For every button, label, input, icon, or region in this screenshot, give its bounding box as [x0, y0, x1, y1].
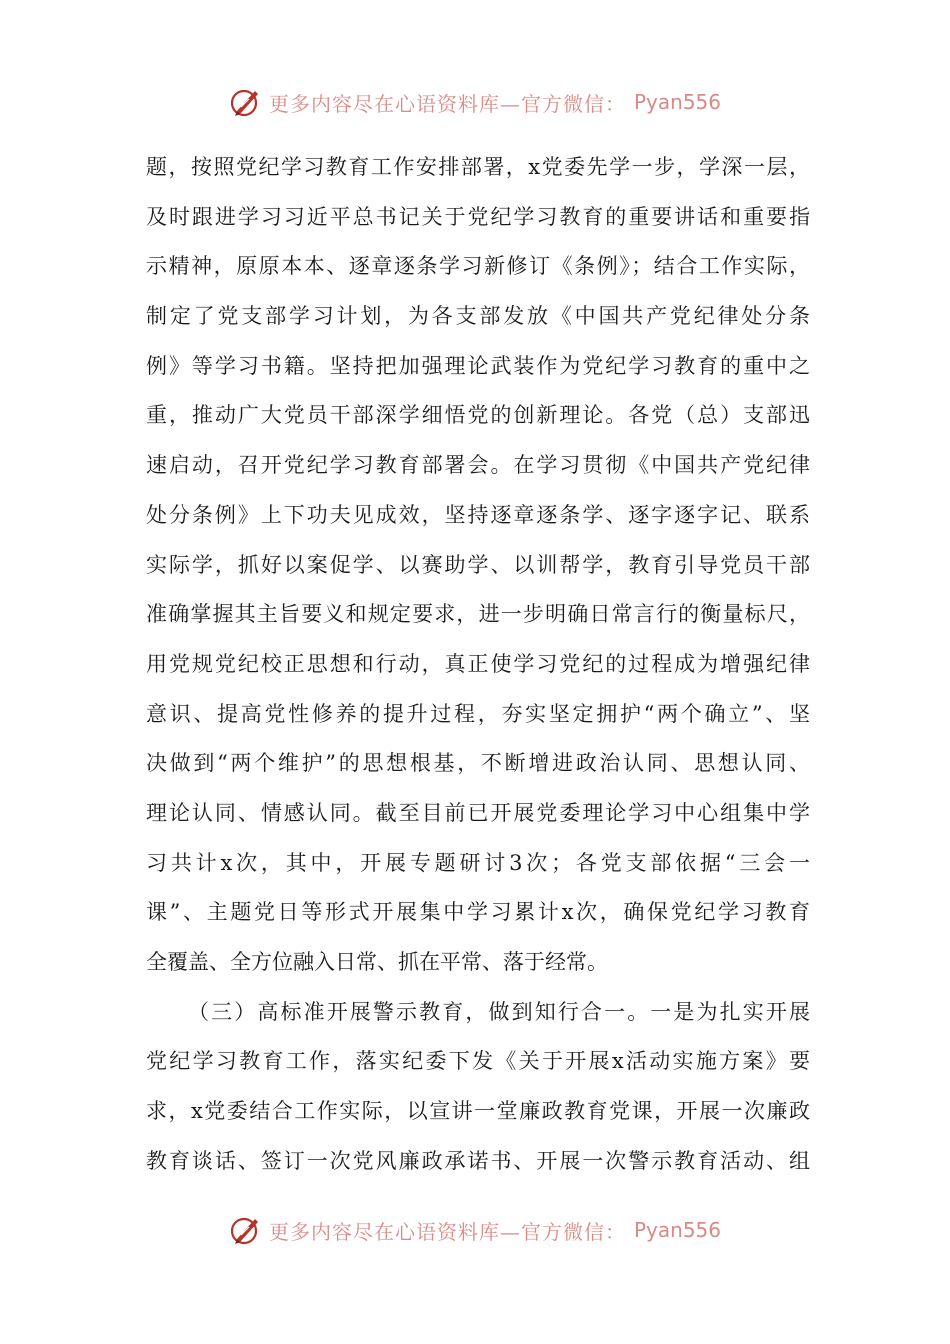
watermark-text: 更多内容尽在心语资料库—官方微信：: [268, 1219, 626, 1244]
text-line: 理论认同、情感认同。截至目前已开展党委理论学习中心组集中学: [146, 800, 810, 825]
text-line: 处分条例》上下功夫见成效，坚持逐章逐条学、逐字逐字记、联系: [146, 502, 810, 527]
text-line: 题，按照党纪学习教育工作安排部署，x党委先学一步，学深一层，: [146, 155, 810, 179]
header-watermark: [0, 82, 950, 122]
footer-watermark: [0, 1210, 950, 1250]
text-line: 及时跟进学习习近平总书记关于党纪学习教育的重要讲话和重要指: [146, 204, 810, 229]
text-line: 重，推动广大党员干部深学细悟党的创新理论。各党（总）支部迅: [146, 403, 810, 428]
watermark-text: 更多内容尽在心语资料库—官方微信：: [268, 91, 626, 116]
text-line: 党纪学习教育工作，落实纪委下发《关于开展x活动实施方案》要: [146, 1049, 810, 1074]
text-line: 示精神，原原本本、逐章逐条学习新修订《条例》；结合工作实际，: [146, 254, 810, 279]
text-line: 制定了党支部学习计划，为各支部发放《中国共产党纪律处分条: [146, 304, 810, 329]
watermark-wechat-id: Pyan556: [633, 90, 721, 114]
text-line: 求，x党委结合工作实际，以宣讲一堂廉政教育党课，开展一次廉政: [146, 1099, 810, 1124]
text-line: 课”、主题党日等形式开展集中学习累计x次，确保党纪学习教育: [146, 900, 810, 925]
document-body: [146, 143, 810, 1186]
text-line: 实际学，抓好以案促学、以赛助学、以训帮学，教育引导党员干部: [146, 552, 810, 577]
text-line: 例》等学习书籍。坚持把加强理论武装作为党纪学习教育的重中之: [146, 353, 810, 378]
text-line: 教育谈话、签订一次党风廉政承诺书、开展一次警示教育活动、组: [146, 1148, 810, 1173]
text-line: 习共计x次，其中，开展专题研讨3次；各党支部依据“三会一: [146, 850, 810, 875]
watermark-wechat-id: Pyan556: [633, 1218, 721, 1242]
pen-logo-icon: [229, 85, 263, 119]
text-line: 用党规党纪校正思想和行动，真正使学习党纪的过程成为增强纪律: [146, 651, 810, 676]
pen-logo-icon: [229, 1213, 263, 1247]
text-line: 决做到“两个维护”的思想根基，不断增进政治认同、思想认同、: [146, 751, 810, 776]
text-line: 意识、提高党性修养的提升过程，夯实坚定拥护“两个确立”、坚: [146, 701, 810, 726]
text-line-paragraph-end: 全覆盖、全方位融入日常、抓在平常、落于经常。: [146, 950, 608, 974]
section-heading-line: （三）高标准开展警示教育，做到知行合一。一是为扎实开展: [188, 999, 810, 1024]
text-line: 准确掌握其主旨要义和规定要求，进一步明确日常言行的衡量标尺，: [146, 602, 810, 627]
text-line: 速启动，召开党纪学习教育部署会。在学习贯彻《中国共产党纪律: [146, 453, 810, 478]
